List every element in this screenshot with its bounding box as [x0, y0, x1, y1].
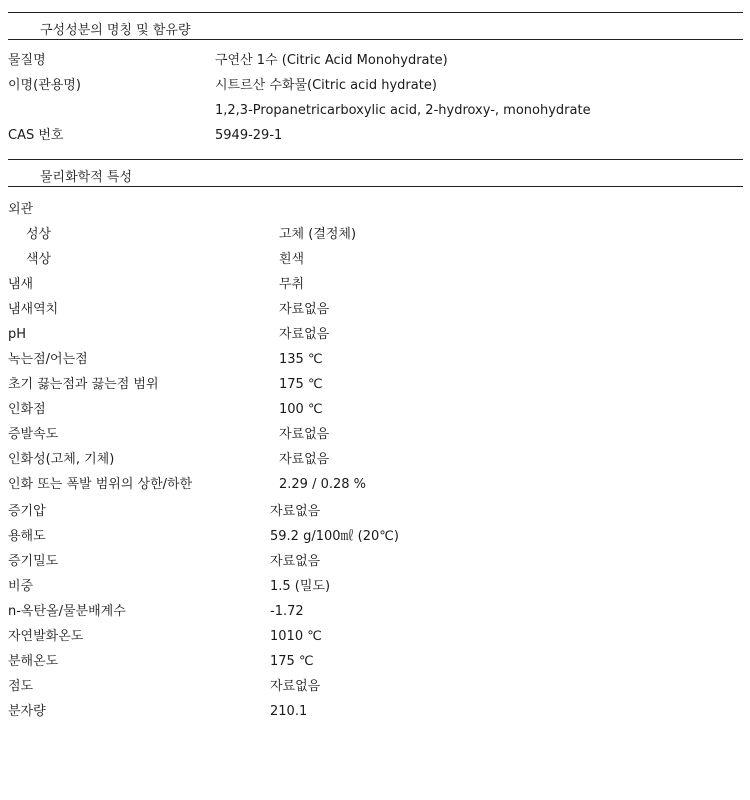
- table-row: [8, 476, 742, 494]
- row-value: 135 ℃: [279, 352, 323, 367]
- row-value: 자료없음: [279, 452, 330, 467]
- row-label: 외관: [8, 202, 34, 217]
- table-row: [8, 102, 742, 120]
- row-label: 점도: [8, 679, 34, 694]
- row-label: 성상: [26, 227, 52, 242]
- row-value: 시트르산 수화물(Citric acid hydrate): [215, 78, 437, 93]
- row-label: n-옥탄올/물분배계수: [8, 604, 126, 619]
- row-label: 초기 끓는점과 끓는점 범위: [8, 377, 159, 392]
- table-row: [8, 653, 742, 671]
- table-row: [8, 201, 742, 219]
- table-row: [8, 376, 742, 394]
- row-label: 용해도: [8, 529, 46, 544]
- row-label: 증발속도: [8, 427, 59, 442]
- table-row: [8, 127, 742, 145]
- table-row: [8, 401, 742, 419]
- row-label: 이명(관용명): [8, 78, 81, 93]
- row-value: 자료없음: [270, 679, 321, 694]
- table-row: [8, 251, 742, 269]
- row-value: 구연산 1수 (Citric Acid Monohydrate): [215, 53, 448, 68]
- table-row: [8, 628, 742, 646]
- row-label: 분해온도: [8, 654, 59, 669]
- table-row: [8, 678, 742, 696]
- row-label: 증기밀도: [8, 554, 59, 569]
- table-row: [8, 52, 742, 70]
- table-row: [8, 703, 742, 721]
- row-value: 자료없음: [270, 554, 321, 569]
- row-label: 녹는점/어는점: [8, 352, 88, 367]
- row-value: 2.29 / 0.28 %: [279, 477, 367, 492]
- section-rule-bottom: [8, 39, 743, 40]
- row-value: 210.1: [270, 704, 308, 719]
- row-label: 비중: [8, 579, 34, 594]
- row-value: 자료없음: [279, 427, 330, 442]
- row-value: 59.2 g/100㎖ (20℃): [270, 529, 399, 544]
- row-label: 냄새: [8, 277, 34, 292]
- table-row: [8, 77, 742, 95]
- section-rule-top: [8, 159, 743, 160]
- table-row: [8, 603, 742, 621]
- section-title-physchem: 물리화학적 특성: [40, 170, 133, 185]
- row-value: 무취: [279, 277, 305, 292]
- table-row: [8, 276, 742, 294]
- table-row: [8, 578, 742, 596]
- row-value: 5949-29-1: [215, 128, 283, 143]
- row-label: 분자량: [8, 704, 46, 719]
- row-label: 인화 또는 폭발 범위의 상한/하한: [8, 477, 193, 492]
- row-value: 자료없음: [279, 327, 330, 342]
- table-row: [8, 553, 742, 571]
- row-value: 175 ℃: [270, 654, 314, 669]
- table-row: [8, 326, 742, 344]
- section-title-composition: 구성성분의 명칭 및 함유량: [40, 23, 191, 38]
- row-value: 100 ℃: [279, 402, 323, 417]
- row-label: 색상: [26, 252, 52, 267]
- row-value: 1,2,3-Propanetricarboxylic acid, 2-hydroxy-, monohydrate: [215, 103, 591, 118]
- row-label: 냄새역치: [8, 302, 59, 317]
- row-value: 흰색: [279, 252, 305, 267]
- row-label: 증기압: [8, 504, 46, 519]
- table-row: [8, 451, 742, 469]
- table-row: [8, 226, 742, 244]
- row-value: 자료없음: [279, 302, 330, 317]
- row-value: 고체 (결정체): [279, 227, 357, 242]
- row-value: -1.72: [270, 604, 304, 619]
- row-label: CAS 번호: [8, 128, 64, 143]
- section-rule-bottom: [8, 186, 743, 187]
- row-label: 인화성(고체, 기체): [8, 452, 115, 467]
- row-label: 물질명: [8, 53, 46, 68]
- row-value: 자료없음: [270, 504, 321, 519]
- section-rule-top: [8, 12, 743, 13]
- row-value: 175 ℃: [279, 377, 323, 392]
- row-value: 1.5 (밀도): [270, 579, 331, 594]
- row-label: 인화점: [8, 402, 46, 417]
- row-value: 1010 ℃: [270, 629, 322, 644]
- row-label: 자연발화온도: [8, 629, 84, 644]
- table-row: [8, 503, 742, 521]
- table-row: [8, 528, 742, 546]
- row-label: pH: [8, 327, 27, 342]
- table-row: [8, 426, 742, 444]
- table-row: [8, 301, 742, 319]
- table-row: [8, 351, 742, 369]
